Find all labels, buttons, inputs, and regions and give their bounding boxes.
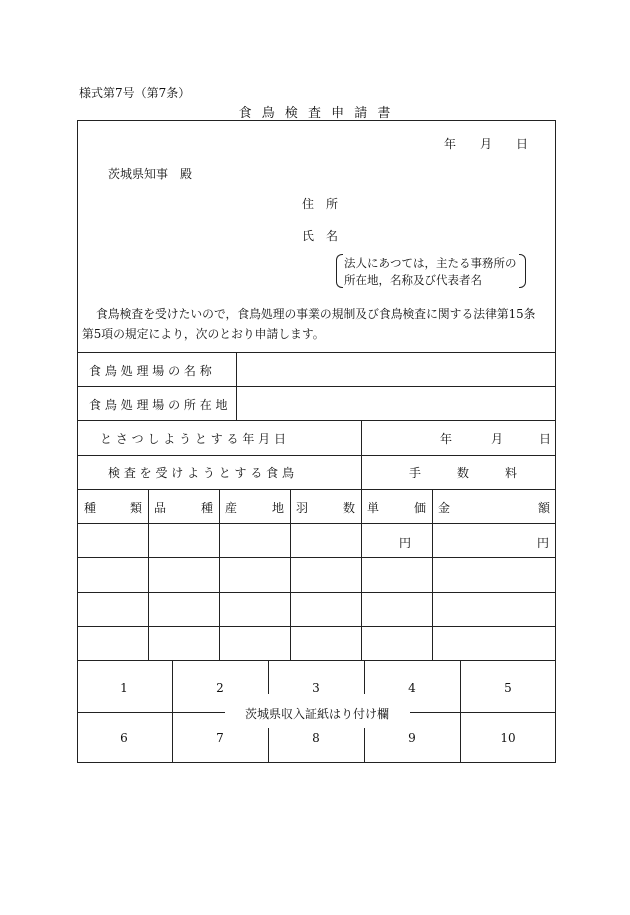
stamp-number: 6	[120, 731, 128, 745]
stamp-col-line	[364, 660, 365, 694]
slaughter-date-label: と さ つ し よ う と す る 年 月 日	[100, 432, 286, 446]
stamp-number: 4	[408, 681, 416, 695]
address-label: 住 所	[302, 197, 339, 211]
row-line	[77, 660, 556, 661]
col-amount-b: 額	[538, 501, 551, 515]
col-line	[148, 489, 149, 660]
body-text-line1: 食鳥検査を受けたいので，食鳥処理の事業の規制及び食鳥検査に関する法律第15条	[96, 307, 536, 321]
row-line	[77, 352, 556, 353]
col-price-b: 価	[414, 501, 427, 515]
col-count-b: 数	[343, 501, 356, 515]
date-month-label: 月	[480, 137, 493, 151]
corporate-note-line1: 法人にあつては，主たる事務所の	[344, 256, 517, 270]
facility-location-label: 食 鳥 処 理 場 の 所 在 地	[89, 398, 228, 412]
addressee: 茨城県知事 殿	[108, 167, 193, 181]
stamp-col-line	[364, 728, 365, 763]
col-kind-b: 類	[130, 501, 143, 515]
name-label: 氏 名	[302, 229, 339, 243]
stamp-divider-right	[410, 712, 556, 713]
date-year-label: 年	[444, 137, 457, 151]
form-number: 様式第7号（第7条）	[79, 86, 191, 100]
col-line	[361, 420, 362, 489]
col-line	[361, 489, 362, 660]
stamp-area-label: 茨城県収入証紙はり付け欄	[244, 707, 390, 721]
row-line	[77, 455, 556, 456]
stamp-number: 2	[216, 681, 224, 695]
stamp-divider-left	[77, 712, 225, 713]
row-line	[77, 420, 556, 421]
col-count-a: 羽	[296, 501, 309, 515]
birds-label: 検 査 を 受 け よ う と す る 食 鳥	[108, 466, 294, 480]
col-line	[236, 352, 237, 420]
slaughter-month: 月	[491, 432, 504, 446]
facility-name-label: 食 鳥 処 理 場 の 名 称	[89, 364, 212, 378]
col-amount-a: 金	[438, 501, 451, 515]
col-breed-a: 品	[154, 501, 167, 515]
col-breed-b: 種	[201, 501, 214, 515]
col-line	[219, 489, 220, 660]
stamp-col-line	[268, 728, 269, 763]
date-day-label: 日	[516, 137, 529, 151]
stamp-number: 3	[312, 681, 320, 695]
corporate-note-line2: 所在地，名称及び代表者名	[344, 273, 482, 287]
body-text-line2: 第5項の規定により，次のとおり申請します。	[82, 327, 325, 341]
col-line	[432, 489, 433, 660]
amount-yen: 円	[537, 536, 550, 550]
stamp-number: 7	[216, 731, 224, 745]
stamp-col-line	[460, 660, 461, 763]
stamp-col-line	[172, 660, 173, 763]
col-price-a: 単	[367, 501, 380, 515]
row-line	[77, 386, 556, 387]
stamp-number: 10	[500, 731, 516, 745]
stamp-col-line	[268, 660, 269, 694]
unit-price-yen: 円	[399, 536, 412, 550]
stamp-number: 8	[312, 731, 320, 745]
stamp-number: 9	[408, 731, 416, 745]
fee-label: 手 数 料	[409, 466, 518, 480]
col-origin-b: 地	[272, 501, 285, 515]
col-origin-a: 産	[225, 501, 238, 515]
corporate-note-bracket-left	[336, 254, 343, 288]
col-kind-a: 種	[84, 501, 97, 515]
stamp-number: 5	[504, 681, 512, 695]
stamp-number: 1	[120, 681, 128, 695]
col-line	[290, 489, 291, 660]
slaughter-day: 日	[539, 432, 552, 446]
slaughter-year: 年	[440, 432, 453, 446]
form-title: 食 鳥 検 査 申 請 書	[238, 106, 394, 121]
corporate-note-bracket-right	[519, 254, 526, 288]
